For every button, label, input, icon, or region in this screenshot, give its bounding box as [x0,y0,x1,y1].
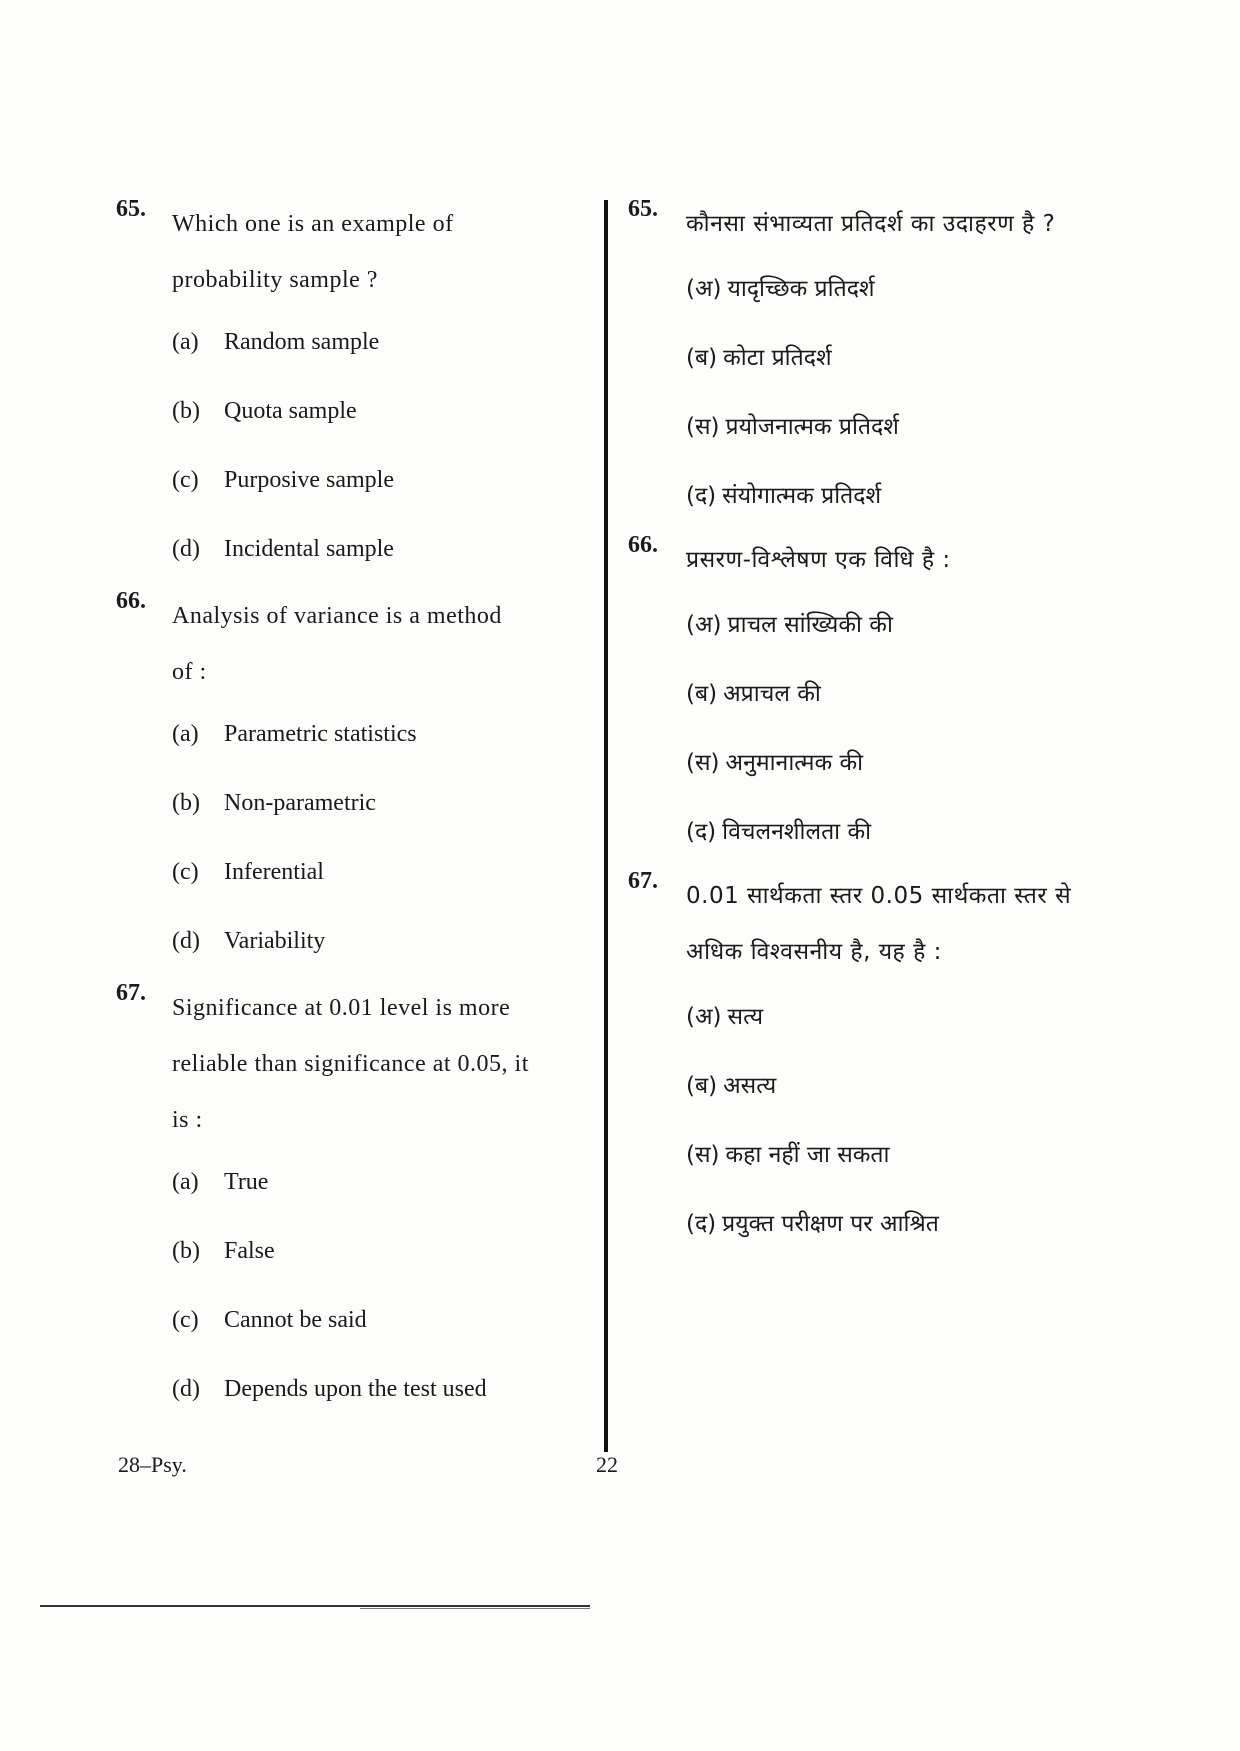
page-number: 22 [596,1452,618,1477]
option-d: (d) Incidental sample [172,536,394,562]
option-d: (द) संयोगात्मक प्रतिदर्श [686,482,882,509]
hindi-column [628,196,1128,1260]
option-d: (d) Variability [172,928,326,954]
question-number: 67. [116,980,146,1006]
option-c: (स) प्रयोजनात्मक प्रतिदर्श [686,413,899,440]
options-list [116,700,596,976]
question-66-hi [628,532,1128,864]
english-column [116,196,596,1428]
paper-code: 28–Psy. [118,1452,187,1477]
options-list [116,308,596,584]
question-65-hi [628,196,1128,528]
question-number: 67. [628,868,658,894]
options-list [628,252,1128,528]
question-text: 0.01 सार्थकता स्तर 0.05 सार्थकता स्तर से अधिक विश्वसनीय है, यह है : [686,883,1072,965]
question-number: 65. [116,196,146,222]
option-b: (ब) अप्राचल की [686,680,821,707]
bottom-rule [40,1605,590,1607]
question-text: कौनसा संभाव्यता प्रतिदर्श का उदाहरण है ? [686,211,1056,237]
question-number: 65. [628,196,658,222]
question-text: प्रसरण-विश्लेषण एक विधि है : [686,547,951,573]
option-b: (ब) कोटा प्रतिदर्श [686,344,832,371]
option-c: (स) अनुमानात्मक की [686,749,864,776]
option-c: (c) Inferential [172,859,324,885]
option-a: (a) Parametric statistics [172,721,417,747]
bottom-rule-secondary [360,1608,590,1609]
question-number: 66. [628,532,658,558]
question-text: Significance at 0.01 level is more reliable than significance at 0.05, it is : [172,995,529,1133]
options-list [116,1148,596,1424]
option-d: (द) विचलनशीलता की [686,818,872,845]
option-a: (अ) यादृच्छिक प्रतिदर्श [686,275,875,302]
column-divider [604,200,608,1452]
question-67-hi [628,868,1128,1256]
option-a: (अ) सत्य [686,1003,764,1030]
option-a: (a) True [172,1169,269,1195]
option-d: (द) प्रयुक्त परीक्षण पर आश्रित [686,1210,939,1237]
option-b: (b) Quota sample [172,398,357,424]
option-a: (a) Random sample [172,329,380,355]
options-list [628,980,1128,1256]
option-d: (d) Depends upon the test used [172,1376,487,1402]
option-c: (c) Purposive sample [172,467,394,493]
option-c: (स) कहा नहीं जा सकता [686,1141,890,1168]
option-b: (ब) असत्य [686,1072,777,1099]
question-number: 66. [116,588,146,614]
question-text: Which one is an example of probability sample ? [172,211,454,293]
question-text: Analysis of variance is a method of : [172,603,502,685]
question-67-en [116,980,596,1424]
options-list [628,588,1128,864]
option-a: (अ) प्राचल सांख्यिकी की [686,611,893,638]
option-c: (c) Cannot be said [172,1307,367,1333]
question-66-en [116,588,596,976]
option-b: (b) Non-parametric [172,790,376,816]
question-65-en [116,196,596,584]
option-b: (b) False [172,1238,275,1264]
